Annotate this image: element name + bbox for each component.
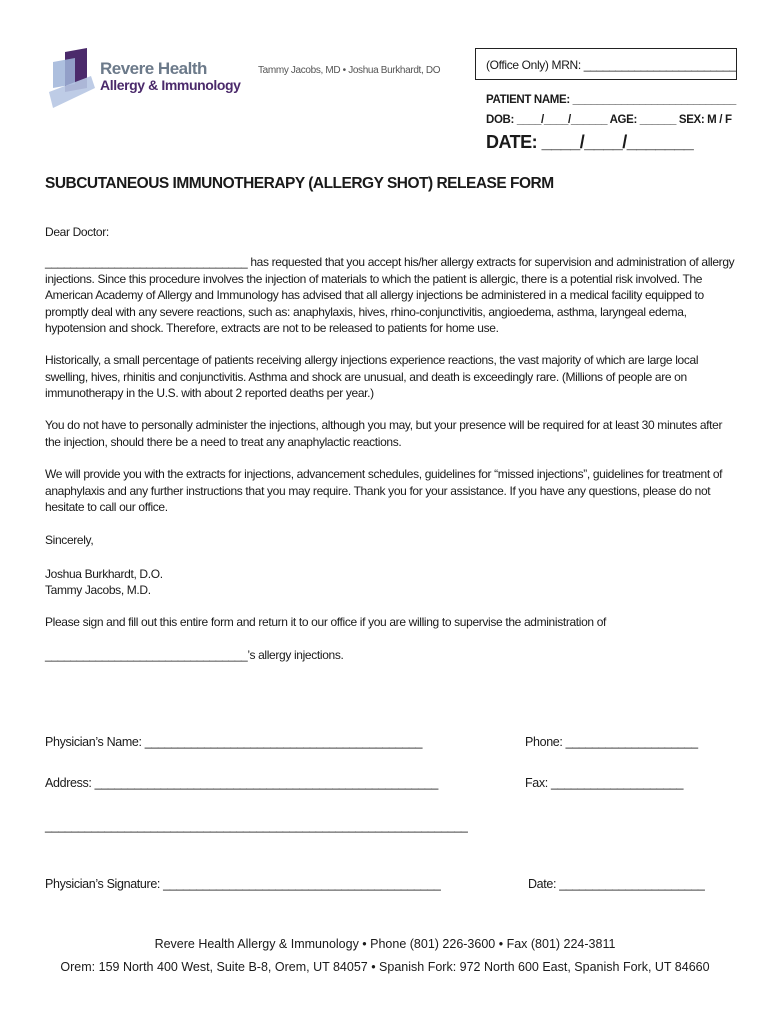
physician-signature-field[interactable]: Physician’s Signature: __________________________________________: [45, 877, 441, 891]
paragraph-2-text: Historically, a small percentage of patients receiving allergy injections experience reactions, the vast majority of which are large local swelling, hives, rhinitis and conjunctivitis. Asthma and shock are unusual, and death is exceedingly rare. (Millions of people are on immunotherapy in the U.S. with about 2 reported deaths per year.): [45, 353, 699, 400]
logo-brand-name: Revere Health: [100, 59, 207, 78]
paragraph-3: [45, 417, 735, 450]
signer-2: Tammy Jacobs, M.D.: [45, 583, 151, 597]
paragraph-3-text: You do not have to personally administer the injections, although you may, but your presence will be required for at least 30 minutes after the injection, should there be a need to treat any anaphylactic reactions.: [45, 418, 723, 449]
phone-field[interactable]: Phone: ____________________: [525, 735, 698, 749]
signer-1: Joshua Burkhardt, D.O.: [45, 567, 163, 581]
paragraph-4: [45, 466, 735, 516]
paragraph-1-text: ________________________________ has requested that you accept his/her allergy extracts for supervision and administration of allergy injections. Since this procedure involves the injection of materials to which the patient is allergic, there is a potential risk involved. The American Academy of Allergy and Immunology has advised that all allergy injections be administered in a medical facility equipped to promptly deal with any severe reactions, such as: anaphylaxis, hives, rhino-conjunctivitis, angioedema, asthma, laryngeal edema, hypotension and shock. Therefore, extracts are not to be released to patients for home use.: [45, 255, 735, 335]
patient-name-line[interactable]: ________________________________’s allergy injections.: [45, 648, 344, 662]
paragraph-4-text: We will provide you with the extracts for injections, advancement schedules, guidelines for “missed injections”, guidelines for treatment of anaphylaxis and any further instructions that you may require. Thank you for your assistance. If you have any questions, please do not hesitate to call our office.: [45, 467, 723, 514]
signature-date-field[interactable]: Date: ______________________: [528, 877, 705, 891]
date-field[interactable]: DATE: ____/____/_______: [486, 132, 694, 152]
physician-name-field[interactable]: Physician’s Name: __________________________________________: [45, 735, 423, 749]
instruction: Please sign and fill out this entire form and return it to our office if you are willing to supervise the administration of: [45, 615, 607, 629]
patient-name-field[interactable]: PATIENT NAME: ___________________________: [486, 94, 736, 106]
address-field[interactable]: Address: ____________________________________________________: [45, 776, 438, 790]
address-line-2[interactable]: ________________________________________________________________: [45, 819, 468, 833]
form-title: SUBCUTANEOUS IMMUNOTHERAPY (ALLERGY SHOT) RELEASE FORM: [45, 175, 554, 192]
footer-addresses: Orem: 159 North 400 West, Suite B-8, Orem, UT 84057 • Spanish Fork: 972 North 600 East, Spanish Fork, UT 84660: [60, 960, 710, 974]
doctor-names: Tammy Jacobs, MD • Joshua Burkhardt, DO: [258, 65, 441, 76]
paragraph-2: [45, 352, 735, 402]
footer-contact: Revere Health Allergy & Immunology • Phone (801) 226-3600 • Fax (801) 224-3811: [154, 937, 616, 951]
dob-age-sex-field[interactable]: DOB: ____/____/______ AGE: ______ SEX: M / F: [486, 114, 732, 126]
mrn-field[interactable]: (Office Only) MRN: ________________________: [475, 48, 737, 80]
logo-brand-division: Allergy & Immunology: [100, 77, 241, 93]
fax-field[interactable]: Fax: ____________________: [525, 776, 684, 790]
salutation: Dear Doctor:: [45, 225, 109, 239]
paragraph-1: [45, 254, 735, 337]
closing: Sincerely,: [45, 533, 94, 547]
